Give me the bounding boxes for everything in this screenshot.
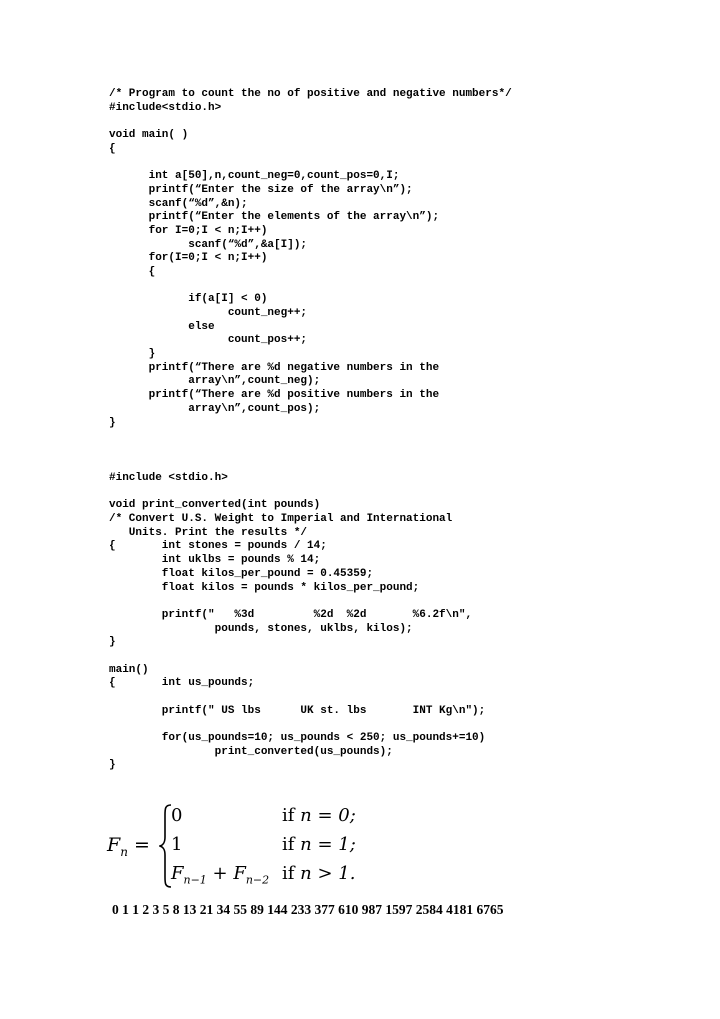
code-line	[109, 718, 485, 732]
code-line: float kilos_per_pound = 0.45359;	[109, 567, 374, 580]
code-line: #include<stdio.h>	[109, 101, 222, 114]
program-count-pos-neg	[109, 88, 512, 430]
code-line: print_converted(us_pounds);	[109, 745, 393, 758]
case-1-value: 0	[171, 805, 183, 826]
code-line: printf(“Enter the elements of the array\n”);	[109, 211, 440, 224]
code-line	[109, 595, 485, 609]
code-line	[109, 280, 512, 294]
code-line: printf(" US lbs UK st. lbs INT Kg\n");	[109, 704, 486, 717]
code-line: count_neg++;	[109, 307, 308, 319]
code-line: printf(“There are %d negative numbers in the	[109, 361, 440, 374]
code-line	[109, 650, 485, 664]
code-line: if(a[I] < 0)	[109, 293, 268, 306]
code-line: {	[109, 142, 116, 155]
case-3-value: $F_{n-1} + F_{n-2}$	[171, 863, 270, 887]
code-line: /* Convert U.S. Weight to Imperial and International	[109, 513, 453, 526]
code-line: }	[109, 416, 116, 429]
code-line	[109, 156, 512, 170]
code-line: array\n”,count_neg);	[109, 375, 321, 388]
code-line: count_pos++;	[109, 334, 308, 347]
code-line: #include <stdio.h>	[109, 472, 228, 484]
code-line: /* Program to count the no of positive and negative numbers*/	[109, 88, 512, 100]
case-2-condition: if n = 1;	[282, 834, 356, 855]
code-line: array\n”,count_pos);	[109, 402, 321, 415]
code-line: else	[109, 320, 215, 333]
case-1-condition: if n = 0;	[282, 805, 356, 826]
code-line: Units. Print the results */	[109, 526, 308, 539]
fibonacci-formula	[107, 805, 367, 887]
code-line: int a[50],n,count_neg=0,count_pos=0,I;	[109, 170, 400, 183]
code-line: float kilos = pounds * kilos_per_pound;	[109, 581, 420, 594]
code-line	[109, 115, 512, 129]
code-line: { int stones = pounds / 14;	[109, 540, 327, 553]
code-line	[109, 691, 485, 705]
code-line	[109, 486, 485, 500]
code-line: for I=0;I < n;I++)	[109, 224, 268, 237]
code-line: main()	[109, 663, 149, 676]
formula-lhs: $F_n$ =	[107, 834, 150, 859]
code-line: pounds, stones, uklbs, kilos);	[109, 622, 413, 635]
code-line: void print_converted(int pounds)	[109, 499, 321, 512]
code-line: int uklbs = pounds % 14;	[109, 554, 321, 567]
code-line: printf(" %3d %2d %2d %6.2f\n",	[109, 608, 473, 621]
case-2-value: 1	[171, 834, 183, 855]
code-line: for(I=0;I < n;I++)	[109, 252, 268, 265]
code-line: scanf(“%d”,&n);	[109, 197, 248, 210]
code-line: { int us_pounds;	[109, 677, 255, 690]
code-line: printf(“There are %d positive numbers in the	[109, 389, 440, 402]
code-line: }	[109, 759, 116, 772]
code-line: printf(“Enter the size of the array\n”);	[109, 183, 413, 196]
case-3-condition: if n > 1.	[282, 863, 356, 884]
code-line: }	[109, 636, 116, 649]
code-line: scanf(“%d”,&a[I]);	[109, 238, 308, 251]
code-line: {	[109, 265, 156, 278]
fibonacci-sequence: 0 1 1 2 3 5 8 13 21 34 55 89 144 233 377 610 987 1597 2584 4181 6765	[112, 902, 504, 917]
program-weight-converter	[109, 472, 485, 773]
code-line: for(us_pounds=10; us_pounds < 250; us_pounds+=10)	[109, 732, 486, 745]
code-line: void main( )	[109, 129, 189, 142]
code-line: }	[109, 348, 156, 361]
